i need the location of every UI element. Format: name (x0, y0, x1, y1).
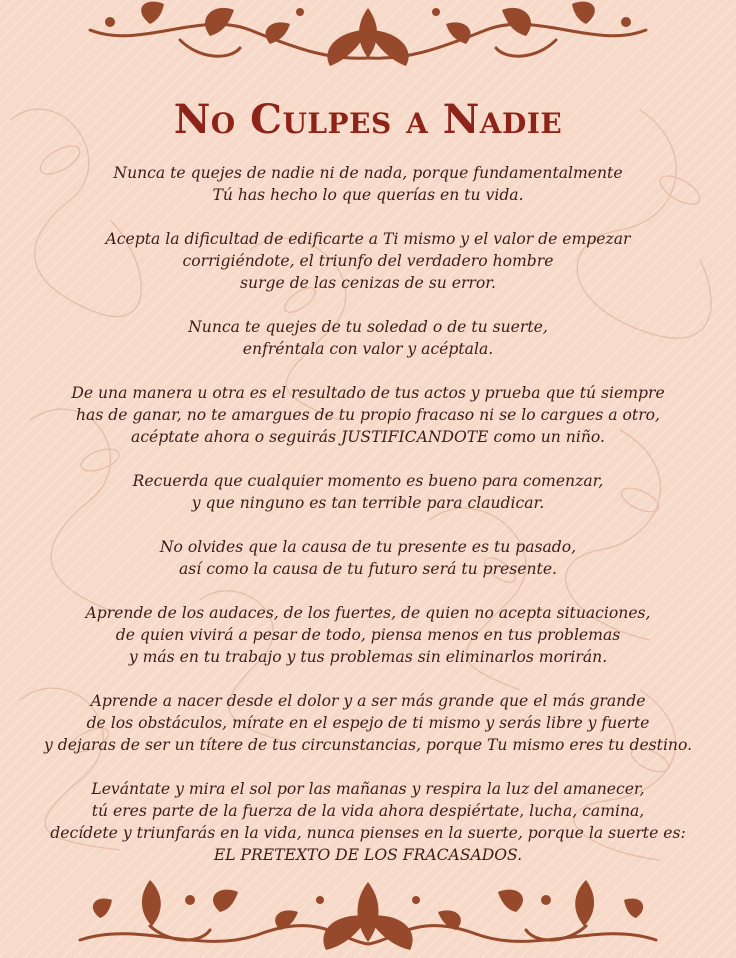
poem-body (30, 162, 706, 888)
poem-line: surge de las cenizas de su error. (240, 274, 496, 292)
poem-line: Tú has hecho lo que querías en tu vida. (212, 186, 524, 204)
poem-line: No olvides que la causa de tu presente es tu pasado, (159, 538, 577, 556)
poem-line: tú eres parte de la fuerza de la vida ahora despiértate, lucha, camina, (91, 802, 645, 820)
stanza (30, 690, 706, 756)
poem-line: Aprende a nacer desde el dolor y a ser más grande que el más grande (90, 692, 646, 710)
poem-line: así como la causa de tu futuro será tu presente. (178, 560, 558, 578)
poem-line: Levántate y mira el sol por las mañanas y respira la luz del amanecer, (91, 780, 645, 798)
stanza (30, 536, 706, 580)
poem-line: acéptate ahora o seguirás JUSTIFICANDOTE como un niño. (131, 428, 605, 446)
stanza (30, 162, 706, 206)
poem-line: has de ganar, no te amargues de tu propio fracaso ni se lo cargues a otro, (75, 406, 660, 424)
stanza (30, 470, 706, 514)
poem-line: Nunca te quejes de tu soledad o de tu suerte, (188, 318, 548, 336)
poem-line: Aprende de los audaces, de los fuertes, de quien no acepta situaciones, (85, 604, 651, 622)
poem-line: y que ninguno es tan terrible para claudicar. (191, 494, 545, 512)
stanza (30, 228, 706, 294)
top-floral-ornament (0, 0, 736, 90)
poem-line: de los obstáculos, mírate en el espejo de ti mismo y serás libre y fuerte (86, 714, 650, 732)
poem-line: y más en tu trabajo y tus problemas sin eliminarlos morirán. (128, 648, 608, 666)
poem-line: EL PRETEXTO DE LOS FRACASADOS. (213, 846, 523, 864)
stanza (30, 778, 706, 866)
poem-line: corrigiéndote, el triunfo del verdadero hombre (182, 252, 554, 270)
bottom-floral-ornament (0, 860, 736, 958)
stanza (30, 316, 706, 360)
poem-line: decídete y triunfarás en la vida, nunca pienses en la suerte, porque la suerte es: (50, 824, 686, 842)
page-title: No Culpes a Nadie (173, 96, 563, 143)
stanza (30, 602, 706, 668)
poem-line: enfréntala con valor y acéptala. (242, 340, 494, 358)
poem-line: De una manera u otra es el resultado de tus actos y prueba que tú siempre (71, 384, 665, 402)
poem-line: Nunca te quejes de nadie ni de nada, porque fundamentalmente (113, 164, 623, 182)
poem-line: y dejaras de ser un títere de tus circunstancias, porque Tu mismo eres tu destino. (43, 736, 693, 754)
stanza (30, 382, 706, 448)
poem-line: Recuerda que cualquier momento es bueno para comenzar, (132, 472, 604, 490)
poem-line: de quien vivirá a pesar de todo, piensa menos en tus problemas (115, 626, 621, 644)
poem-line: Acepta la dificultad de edificarte a Ti mismo y el valor de empezar (105, 230, 631, 248)
